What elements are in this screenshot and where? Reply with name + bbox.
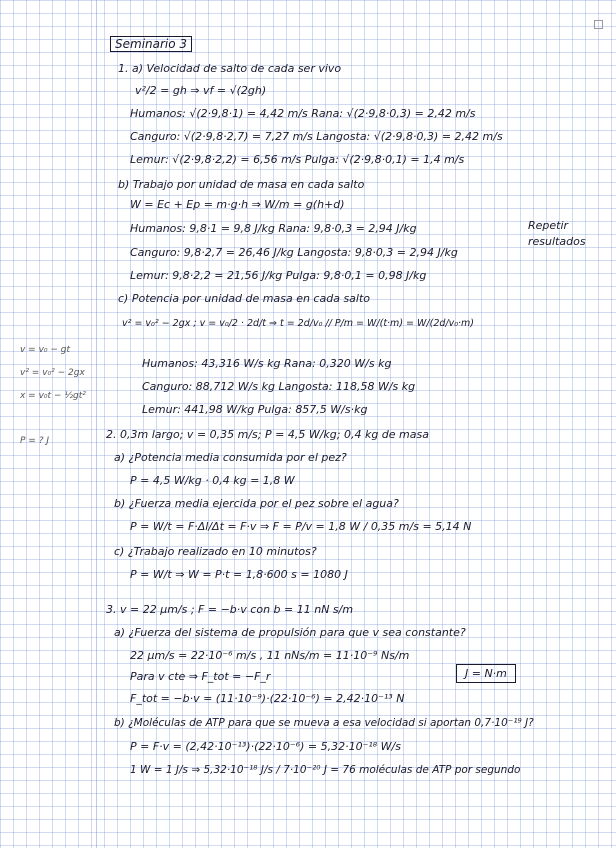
question-1b: b) Trabajo por unidad de masa en cada salto: [118, 178, 365, 191]
condition-3a: Para v cte ⇒ F_tot = −F_r: [130, 670, 271, 683]
power-row-2: Canguro: 88,712 W/s kg Langosta: 118,58 W/s kg: [142, 380, 416, 393]
velocity-row-1: Humanos: √(2·9,8·1) = 4,42 m/s Rana: √(2·9,8·0,3) = 2,42 m/s: [130, 107, 476, 120]
question-3: 3. v = 22 μm/s ; F = −b·v con b = 11 nN s/m: [106, 603, 354, 616]
work-row-2: Canguro: 9,8·2,7 = 26,46 J/kg Langosta: 9,8·0,3 = 2,94 J/kg: [130, 246, 458, 259]
question-3b: b) ¿Moléculas de ATP para que se mueva a esa velocidad si aportan 0,7·10⁻¹⁹ J?: [114, 717, 534, 729]
velocity-row-3: Lemur: √(2·9,8·2,2) = 6,56 m/s Pulga: √(2·9,8·0,1) = 1,4 m/s: [130, 153, 465, 166]
margin-note-1: v = v₀ − gt: [20, 345, 71, 355]
question-1a: 1. a) Velocidad de salto de cada ser vivo: [118, 62, 342, 75]
work-row-1: Humanos: 9,8·1 = 9,8 J/kg Rana: 9,8·0,3 = 2,94 J/kg: [130, 222, 417, 235]
formula-power: v² = v₀² − 2gx ; v = v₀/2 · 2d/t ⇒ t = 2d/v₀ // P/m = W/(t·m) = W/(2d/v₀·m): [122, 318, 475, 329]
velocity-row-2: Canguro: √(2·9,8·2,7) = 7,27 m/s Langosta: √(2·9,8·0,3) = 2,42 m/s: [130, 130, 503, 143]
answer-3b: 1 W = 1 J/s ⇒ 5,32·10⁻¹⁸ J/s / 7·10⁻²⁰ J = 76 moléculas de ATP por segundo: [130, 764, 521, 776]
work-row-3: Lemur: 9,8·2,2 = 21,56 J/kg Pulga: 9,8·0,1 = 0,98 J/kg: [130, 269, 427, 282]
answer-2b: P = W/t = F·Δl/Δt = F·v ⇒ F = P/v = 1,8 W / 0,35 m/s = 5,14 N: [130, 520, 472, 533]
answer-2a: P = 4,5 W/kg · 0,4 kg = 1,8 W: [130, 474, 295, 487]
question-2a: a) ¿Potencia media consumida por el pez?: [114, 451, 347, 464]
formula-velocity: v²/2 = gh ⇒ vf = √(2gh): [135, 84, 267, 97]
side-note-repeat-results: Repetir resultados: [528, 219, 586, 248]
margin-note-2: v² = v₀² − 2gx: [20, 368, 85, 378]
power-row-3: Lemur: 441,98 W/kg Pulga: 857,5 W/s·kg: [142, 403, 368, 416]
corner-check-box: [594, 20, 603, 29]
power-3b: P = F·v = (2,42·10⁻¹³)·(22·10⁻⁶) = 5,32·10⁻¹⁸ W/s: [130, 740, 401, 753]
unit-box: J = N·m: [456, 664, 516, 683]
answer-3a: F_tot = −b·v = (11·10⁻⁹)·(22·10⁻⁶) = 2,42·10⁻¹³ N: [130, 692, 405, 705]
page-title: Seminario 3: [110, 36, 192, 52]
question-2c: c) ¿Trabajo realizado en 10 minutos?: [114, 545, 317, 558]
margin-note-3: x = v₀t − ½gt²: [20, 391, 86, 401]
power-row-1: Humanos: 43,316 W/s kg Rana: 0,320 W/s kg: [142, 357, 392, 370]
conversion-3a: 22 μm/s = 22·10⁻⁶ m/s , 11 nNs/m = 11·10⁻⁹ Ns/m: [130, 649, 410, 662]
question-2: 2. 0,3m largo; v = 0,35 m/s; P = 4,5 W/kg; 0,4 kg de masa: [106, 428, 429, 441]
question-3a: a) ¿Fuerza del sistema de propulsión para que v sea constante?: [114, 626, 466, 639]
margin-note-4: P = ? J: [20, 436, 49, 446]
question-1c: c) Potencia por unidad de masa en cada salto: [118, 292, 371, 305]
question-2b: b) ¿Fuerza media ejercida por el pez sobre el agua?: [114, 497, 399, 510]
notebook-margin-line: [96, 0, 97, 848]
formula-work: W = Ec + Ep = m·g·h ⇒ W/m = g(h+d): [130, 198, 345, 211]
answer-2c: P = W/t ⇒ W = P·t = 1,8·600 s = 1080 J: [130, 568, 348, 581]
